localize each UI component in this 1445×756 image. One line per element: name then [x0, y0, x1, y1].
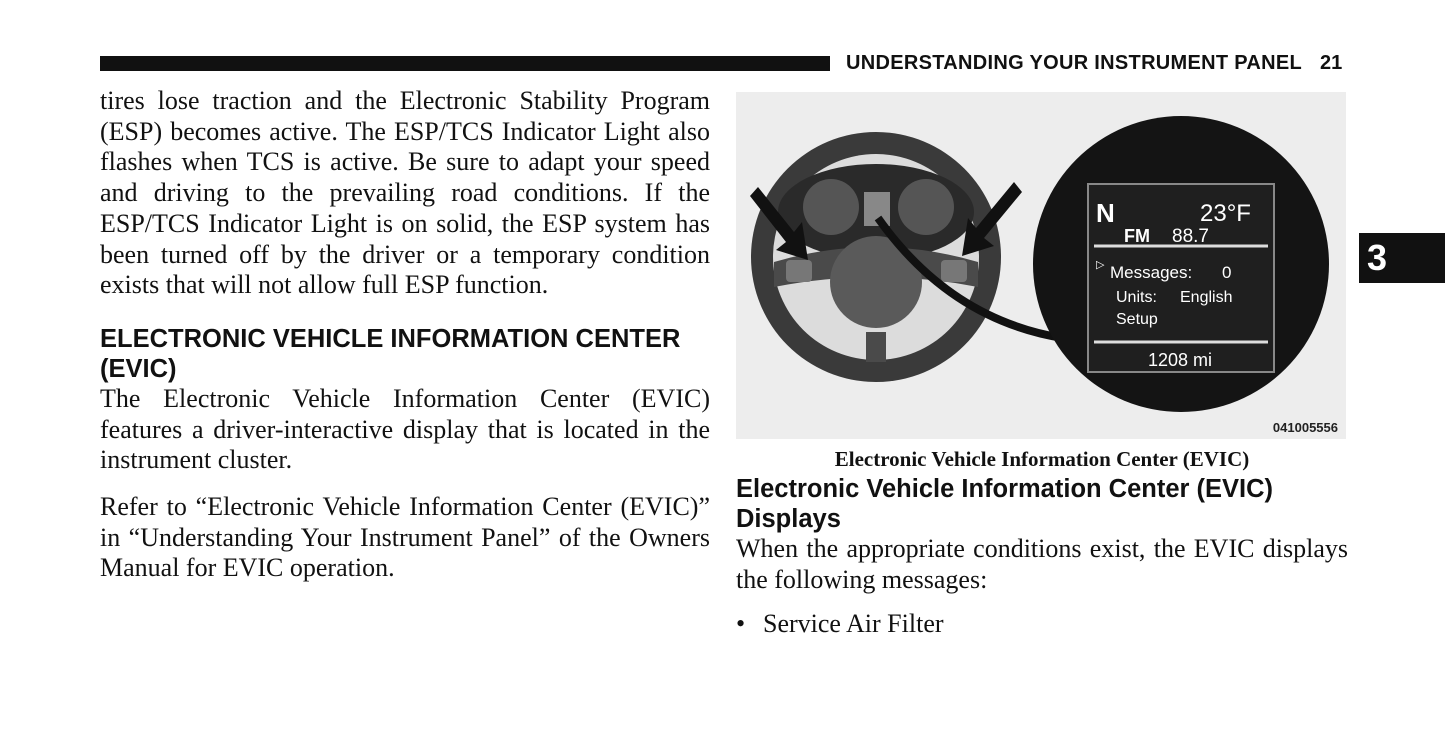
menu-item-messages: Messages:	[1110, 263, 1193, 282]
evic-intro-paragraph: The Electronic Vehicle Information Center (EVIC) features a driver-interactive display that is located in the instrument cluster.	[100, 383, 710, 475]
right-steering-buttons	[941, 260, 967, 282]
radio-band: FM	[1124, 226, 1150, 246]
evic-heading-line1: ELECTRONIC VEHICLE INFORMATION CENTER	[100, 324, 681, 353]
evic-illustration	[736, 92, 1346, 439]
esp-paragraph: tires lose traction and the Electronic Stability Program (ESP) becomes active. The ESP/TCS Indicator Light also flashes when TCS is active. Be sure to adapt your speed and driving to the prevailing road conditions. If the ESP/TCS Indicator Light is on solid, the ESP system has been turned off by the driver or a temporary condition exists that will not allow full ESP function.	[100, 86, 710, 300]
header-rule	[100, 56, 830, 71]
right-column	[736, 92, 1348, 639]
left-steering-buttons	[786, 260, 812, 282]
menu-item-units: Units:	[1116, 289, 1157, 306]
chapter-tab	[1359, 233, 1445, 283]
evic-displays-heading-line1: Electronic Vehicle Information Center (EVIC)	[736, 475, 1274, 503]
evic-heading	[100, 324, 710, 384]
menu-value-units: English	[1180, 289, 1233, 306]
speedometer-gauge	[898, 179, 954, 235]
list-item	[736, 609, 1348, 639]
tachometer-gauge	[803, 179, 859, 235]
menu-value-messages: 0	[1222, 263, 1232, 282]
bullet-icon: •	[736, 609, 746, 639]
odometer-readout: 1208 mi	[1148, 350, 1213, 370]
radio-frequency: 88.7	[1172, 226, 1209, 247]
evic-displays-paragraph: When the appropriate conditions exist, the EVIC displays the following messages:	[736, 534, 1348, 594]
evic-displays-heading	[736, 474, 1348, 534]
chapter-number: 3	[1367, 237, 1388, 278]
evic-heading-line2: (EVIC)	[100, 354, 177, 383]
figure-caption: Electronic Vehicle Information Center (EVIC)	[834, 447, 1250, 471]
figure-id: 041005556	[1272, 420, 1338, 435]
section-title: UNDERSTANDING YOUR INSTRUMENT PANEL	[846, 52, 1303, 74]
menu-pointer-icon: ▷	[1096, 259, 1105, 271]
list-item-label: Service Air Filter	[763, 609, 944, 639]
menu-item-setup: Setup	[1116, 311, 1158, 328]
evic-displays-heading-line2: Displays	[736, 505, 841, 533]
evic-figure	[736, 92, 1346, 439]
gear-indicator: N	[1096, 198, 1115, 228]
page-number: 21	[1320, 52, 1343, 74]
left-column	[100, 86, 710, 584]
temperature-readout: 23°F	[1200, 200, 1251, 227]
evic-reference-paragraph: Refer to “Electronic Vehicle Information Center (EVIC)” in “Understanding Your Instrument Panel” of the Owners Manual for EVIC operation.	[100, 492, 710, 583]
